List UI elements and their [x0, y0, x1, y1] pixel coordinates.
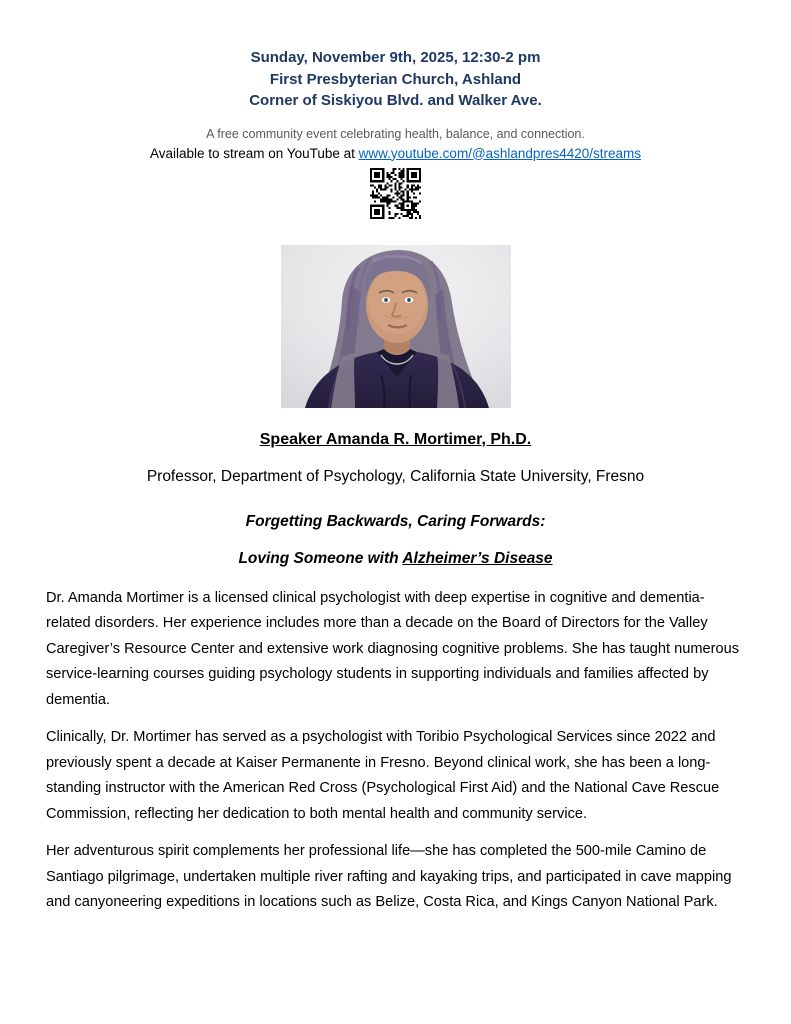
qr-code-icon: [368, 168, 423, 219]
event-venue: First Presbyterian Church, Ashland: [269, 70, 522, 88]
bio-paragraph-3: Her adventurous spirit complements her professional life—she has completed the 500-mile Camino de Santiago pilgrimage, undertaken multiple river rafting and kayaking trips, and participated in cave mapping and canyoneering expeditions in locations such as Belize, Costa Rica, and Kings Canyon National Park.: [46, 843, 732, 910]
talk-title-line2: [0, 550, 791, 568]
event-datetime: Sunday, November 9th, 2025, 12:30-2 pm: [250, 49, 541, 66]
event-header: [0, 0, 791, 112]
stream-text: Available to stream on YouTube at: [149, 145, 359, 161]
speaker-portrait-photo: [281, 245, 511, 408]
speaker-name-heading: [0, 431, 791, 449]
stream-line: [0, 146, 791, 161]
bio-paragraph-1: Dr. Amanda Mortimer is a licensed clinical psychologist with deep expertise in cognitive and dementia-related disorders. Her experience includes more than a decade on the Board of Directors for the Valley Caregiver’s Resource Center and extensive work diagnosing cognitive problems. She has taught numerous service-learning courses guiding psychology students in supporting individuals and families affected by dementia.: [46, 589, 740, 708]
speaker-name-text: Speaker Amanda R. Mortimer, Ph.D.: [259, 430, 532, 448]
talk-title-line1: Forgetting Backwards, Caring Forwards:: [245, 512, 546, 530]
talk-title-line2-prefix: Loving Someone with: [238, 549, 403, 567]
speaker-affiliation: Professor, Department of Psychology, California State University, Fresno: [146, 467, 645, 485]
event-address: Corner of Siskiyou Blvd. and Walker Ave.: [249, 92, 542, 109]
youtube-stream-link[interactable]: www.youtube.com/@ashlandpres4420/streams: [358, 145, 641, 161]
bio-paragraph-2: Clinically, Dr. Mortimer has served as a psychologist with Toribio Psychological Services since 2022 and previously spent a decade at Kaiser Permanente in Fresno. Beyond clinical work, she has been a long-standing instructor with the American Red Cross (Psychological First Aid) and the National Cave Rescue Commission, reflecting her dedication to both mental health and community service.: [46, 729, 720, 822]
talk-title-line2-underlined: Alzheimer’s Disease: [402, 549, 553, 567]
event-tagline: A free community event celebrating health, balance, and connection.: [206, 126, 585, 141]
qr-code-container: [0, 168, 791, 224]
speaker-photo-container: [0, 245, 791, 408]
speaker-bio: [46, 586, 745, 916]
